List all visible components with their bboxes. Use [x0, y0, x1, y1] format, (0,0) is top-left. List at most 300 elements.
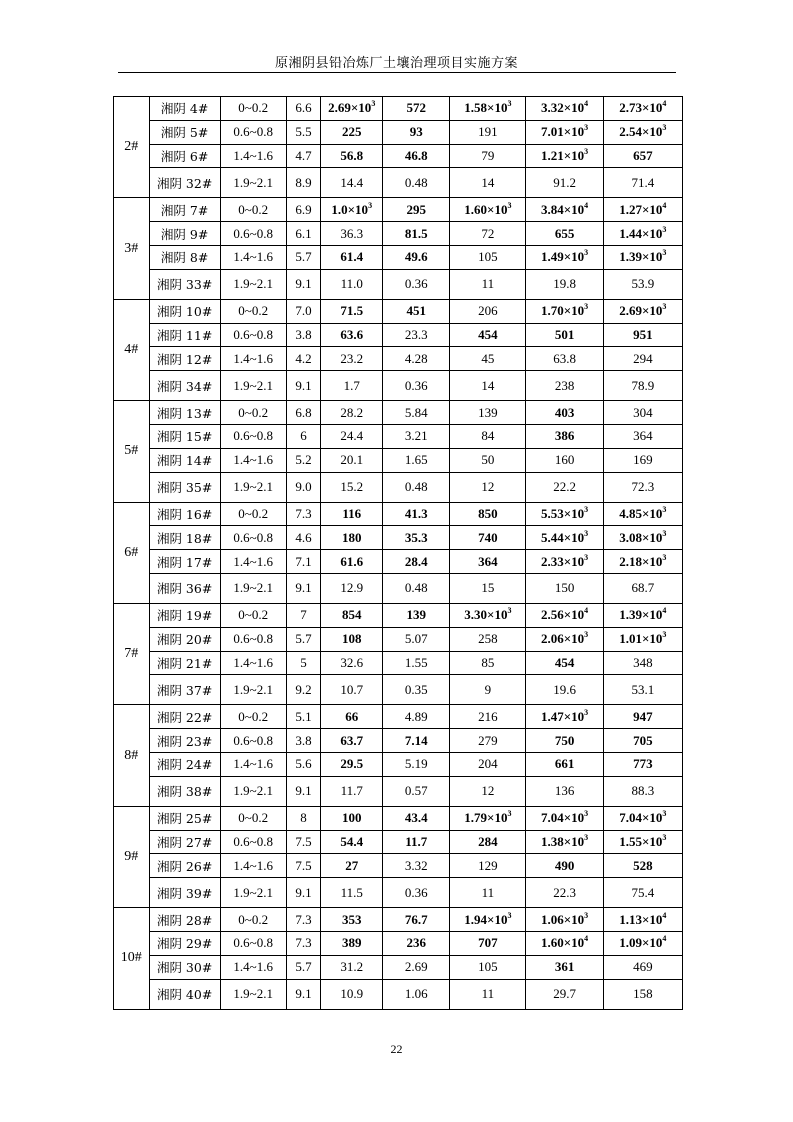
sample-id-cell: 湘阴 21#: [149, 651, 220, 675]
times-ten: ×10: [487, 100, 508, 116]
value-cell-c6: 75.4: [603, 878, 682, 908]
times-ten: ×10: [563, 631, 585, 647]
value-cell-c4: 14: [450, 168, 526, 198]
value-cell-c5: 661: [526, 752, 603, 776]
depth-cell: 0~0.2: [220, 401, 286, 425]
sample-id-cell: 湘阴 6#: [149, 144, 220, 168]
value-cell-c1: 9.1: [286, 776, 321, 806]
mantissa: 1.38: [540, 833, 564, 849]
value-cell-c3: 236: [383, 931, 450, 955]
value-cell-c2: 24.4: [321, 424, 383, 448]
value-cell-c6: 71.4: [603, 168, 682, 198]
value-cell-c6: [603, 299, 682, 323]
exponent: 3: [584, 248, 589, 258]
value-cell-c4: 50: [450, 448, 526, 472]
value-cell-c2: 63.7: [321, 729, 383, 753]
exponent: 3: [662, 809, 667, 819]
times-ten: ×10: [563, 935, 585, 951]
value-cell-c6: 364: [603, 424, 682, 448]
value-cell-c4: 72: [450, 222, 526, 246]
times-ten: ×10: [642, 607, 663, 623]
mantissa: 1.70: [540, 303, 564, 319]
value-cell-c5: [526, 550, 603, 574]
value-cell-c6: 657: [603, 144, 682, 168]
value-cell-c1: 7.3: [286, 908, 321, 932]
exponent: 3: [662, 504, 667, 514]
mantissa: 1.60: [464, 201, 488, 217]
times-ten: ×10: [642, 553, 663, 569]
depth-cell: 1.9~2.1: [220, 878, 286, 908]
value-cell-c1: 4.6: [286, 526, 321, 550]
mantissa: 1.49: [540, 249, 564, 265]
table-row: [114, 550, 683, 574]
value-cell-c5: [526, 120, 603, 144]
mantissa: 1.94: [464, 911, 488, 927]
times-ten: ×10: [350, 100, 372, 116]
value-cell-c4: [450, 198, 526, 222]
sample-id-cell: 湘阴 26#: [149, 854, 220, 878]
value-cell-c1: 7.0: [286, 299, 321, 323]
mantissa: 1.13: [619, 911, 642, 927]
value-cell-c6: 528: [603, 854, 682, 878]
mantissa: 3.08: [619, 529, 642, 545]
value-cell-c6: 78.9: [603, 371, 682, 401]
mantissa: 7.01: [540, 124, 564, 140]
table-row: [114, 371, 683, 401]
sample-id-cell: 湘阴 10#: [149, 299, 220, 323]
value-cell-c5: [526, 198, 603, 222]
times-ten: ×10: [642, 935, 663, 951]
value-cell-c3: 7.14: [383, 729, 450, 753]
mantissa: 2.06: [540, 631, 564, 647]
value-cell-c3: 1.06: [383, 979, 450, 1009]
value-cell-c6: [603, 908, 682, 932]
value-cell-c4: 45: [450, 347, 526, 371]
value-cell-c5: [526, 502, 603, 526]
exponent: 3: [662, 248, 667, 258]
exponent: 4: [584, 99, 589, 109]
times-ten: ×10: [563, 607, 585, 623]
value-cell-c4: 105: [450, 955, 526, 979]
exponent: 4: [662, 910, 667, 920]
value-cell-c3: 5.84: [383, 401, 450, 425]
times-ten: ×10: [642, 505, 663, 521]
times-ten: ×10: [642, 911, 663, 927]
table-row: [114, 573, 683, 603]
mantissa: 1.47: [540, 708, 564, 724]
sample-id-cell: 湘阴 40#: [149, 979, 220, 1009]
value-cell-c4: 15: [450, 573, 526, 603]
value-cell-c1: 5.2: [286, 448, 321, 472]
value-cell-c5: 750: [526, 729, 603, 753]
value-cell-c4: 85: [450, 651, 526, 675]
group-label: 2#: [114, 97, 150, 198]
depth-cell: 0~0.2: [220, 198, 286, 222]
value-cell-c5: [526, 627, 603, 651]
value-cell-c6: 469: [603, 955, 682, 979]
value-cell-c1: 7.5: [286, 854, 321, 878]
depth-cell: 0.6~0.8: [220, 830, 286, 854]
mantissa: 1.58: [464, 100, 488, 116]
sample-id-cell: 湘阴 30#: [149, 955, 220, 979]
table-row: [114, 502, 683, 526]
value-cell-c4: 216: [450, 705, 526, 729]
table-row: [114, 347, 683, 371]
value-cell-c6: [603, 603, 682, 627]
value-cell-c1: 4.2: [286, 347, 321, 371]
mantissa: 2.56: [540, 607, 564, 623]
times-ten: ×10: [642, 529, 663, 545]
value-cell-c6: [603, 245, 682, 269]
table-row: [114, 955, 683, 979]
value-cell-c4: 279: [450, 729, 526, 753]
value-cell-c5: 63.8: [526, 347, 603, 371]
value-cell-c6: 304: [603, 401, 682, 425]
table-row: [114, 299, 683, 323]
exponent: 4: [662, 200, 667, 210]
table-row: [114, 752, 683, 776]
mantissa: 1.44: [619, 225, 642, 241]
value-cell-c5: 150: [526, 573, 603, 603]
value-cell-c1: 7.3: [286, 502, 321, 526]
times-ten: ×10: [487, 607, 508, 623]
exponent: 3: [368, 200, 373, 210]
group-label: 10#: [114, 908, 150, 1009]
value-cell-c6: 951: [603, 323, 682, 347]
value-cell-c3: 81.5: [383, 222, 450, 246]
value-cell-c6: [603, 830, 682, 854]
table-row: [114, 144, 683, 168]
value-cell-c3: 43.4: [383, 806, 450, 830]
value-cell-c2: 27: [321, 854, 383, 878]
value-cell-c5: 403: [526, 401, 603, 425]
value-cell-c3: 46.8: [383, 144, 450, 168]
value-cell-c1: 9.1: [286, 979, 321, 1009]
times-ten: ×10: [642, 124, 663, 140]
depth-cell: 1.9~2.1: [220, 168, 286, 198]
times-ten: ×10: [347, 201, 369, 217]
times-ten: ×10: [487, 810, 508, 826]
value-cell-c5: 29.7: [526, 979, 603, 1009]
value-cell-c5: [526, 830, 603, 854]
group-label: 8#: [114, 705, 150, 806]
mantissa: 1.55: [619, 833, 642, 849]
depth-cell: 1.4~1.6: [220, 347, 286, 371]
value-cell-c2: 61.4: [321, 245, 383, 269]
depth-cell: 0~0.2: [220, 705, 286, 729]
exponent: 3: [662, 832, 667, 842]
value-cell-c2: 116: [321, 502, 383, 526]
value-cell-c4: [450, 97, 526, 121]
depth-cell: 1.4~1.6: [220, 854, 286, 878]
times-ten: ×10: [563, 810, 585, 826]
value-cell-c1: 7.1: [286, 550, 321, 574]
value-cell-c1: 7.5: [286, 830, 321, 854]
times-ten: ×10: [642, 201, 663, 217]
sample-id-cell: 湘阴 23#: [149, 729, 220, 753]
depth-cell: 0~0.2: [220, 908, 286, 932]
table-row: [114, 269, 683, 299]
sample-id-cell: 湘阴 32#: [149, 168, 220, 198]
value-cell-c4: 12: [450, 776, 526, 806]
value-cell-c4: 284: [450, 830, 526, 854]
value-cell-c3: 1.55: [383, 651, 450, 675]
exponent: 4: [662, 99, 667, 109]
table-row: [114, 675, 683, 705]
depth-cell: 0.6~0.8: [220, 120, 286, 144]
table-row: [114, 908, 683, 932]
value-cell-c3: 0.48: [383, 168, 450, 198]
sample-id-cell: 湘阴 9#: [149, 222, 220, 246]
depth-cell: 1.4~1.6: [220, 245, 286, 269]
value-cell-c2: 20.1: [321, 448, 383, 472]
sample-id-cell: 湘阴 25#: [149, 806, 220, 830]
value-cell-c1: 5.6: [286, 752, 321, 776]
value-cell-c6: [603, 806, 682, 830]
mantissa: 1.27: [619, 201, 642, 217]
table-row: [114, 120, 683, 144]
value-cell-c3: 2.69: [383, 955, 450, 979]
times-ten: ×10: [563, 911, 585, 927]
times-ten: ×10: [563, 249, 585, 265]
value-cell-c3: 76.7: [383, 908, 450, 932]
value-cell-c3: 28.4: [383, 550, 450, 574]
times-ten: ×10: [563, 201, 585, 217]
mantissa: 1.06: [540, 911, 564, 927]
sample-id-cell: 湘阴 33#: [149, 269, 220, 299]
table-row: [114, 424, 683, 448]
value-cell-c2: 14.4: [321, 168, 383, 198]
table-row: [114, 627, 683, 651]
header-rule: [118, 72, 676, 73]
sample-id-cell: 湘阴 16#: [149, 502, 220, 526]
value-cell-c2: 108: [321, 627, 383, 651]
value-cell-c2: 11.0: [321, 269, 383, 299]
table-row: [114, 931, 683, 955]
value-cell-c4: 9: [450, 675, 526, 705]
value-cell-c5: 655: [526, 222, 603, 246]
value-cell-c6: 294: [603, 347, 682, 371]
mantissa: 3.84: [540, 201, 564, 217]
depth-cell: 1.9~2.1: [220, 269, 286, 299]
value-cell-c6: 705: [603, 729, 682, 753]
sample-id-cell: 湘阴 13#: [149, 401, 220, 425]
value-cell-c5: [526, 806, 603, 830]
value-cell-c6: [603, 627, 682, 651]
sample-id-cell: 湘阴 39#: [149, 878, 220, 908]
depth-cell: 1.4~1.6: [220, 651, 286, 675]
value-cell-c5: 490: [526, 854, 603, 878]
exponent: 3: [507, 99, 512, 109]
exponent: 3: [584, 630, 589, 640]
exponent: 3: [507, 606, 512, 616]
table-row: [114, 401, 683, 425]
value-cell-c3: 41.3: [383, 502, 450, 526]
value-cell-c1: 7: [286, 603, 321, 627]
value-cell-c2: 23.2: [321, 347, 383, 371]
sample-id-cell: 湘阴 34#: [149, 371, 220, 401]
group-label: 4#: [114, 299, 150, 400]
value-cell-c6: 169: [603, 448, 682, 472]
mantissa: 2.69: [328, 100, 351, 116]
depth-cell: 1.4~1.6: [220, 144, 286, 168]
mantissa: 2.33: [540, 553, 564, 569]
value-cell-c4: 14: [450, 371, 526, 401]
value-cell-c3: 0.48: [383, 573, 450, 603]
value-cell-c4: 364: [450, 550, 526, 574]
value-cell-c3: 451: [383, 299, 450, 323]
sample-id-cell: 湘阴 27#: [149, 830, 220, 854]
value-cell-c1: 9.1: [286, 878, 321, 908]
exponent: 3: [584, 832, 589, 842]
depth-cell: 0.6~0.8: [220, 526, 286, 550]
sample-id-cell: 湘阴 29#: [149, 931, 220, 955]
value-cell-c6: 158: [603, 979, 682, 1009]
depth-cell: 0.6~0.8: [220, 931, 286, 955]
value-cell-c5: 19.8: [526, 269, 603, 299]
table-row: [114, 878, 683, 908]
value-cell-c3: 4.89: [383, 705, 450, 729]
times-ten: ×10: [642, 833, 663, 849]
value-cell-c4: 740: [450, 526, 526, 550]
value-cell-c5: 19.6: [526, 675, 603, 705]
exponent: 3: [584, 910, 589, 920]
value-cell-c3: 0.36: [383, 878, 450, 908]
value-cell-c4: 129: [450, 854, 526, 878]
value-cell-c6: 773: [603, 752, 682, 776]
mantissa: 7.04: [540, 810, 564, 826]
sample-id-cell: 湘阴 17#: [149, 550, 220, 574]
value-cell-c2: 31.2: [321, 955, 383, 979]
times-ten: ×10: [642, 249, 663, 265]
sample-id-cell: 湘阴 5#: [149, 120, 220, 144]
value-cell-c2: 11.7: [321, 776, 383, 806]
depth-cell: 0.6~0.8: [220, 627, 286, 651]
value-cell-c1: 5.1: [286, 705, 321, 729]
value-cell-c2: 225: [321, 120, 383, 144]
table-row: [114, 198, 683, 222]
value-cell-c6: [603, 931, 682, 955]
group-label: 6#: [114, 502, 150, 603]
group-label: 9#: [114, 806, 150, 907]
table-body: [114, 97, 683, 1010]
value-cell-c4: 105: [450, 245, 526, 269]
sample-id-cell: 湘阴 11#: [149, 323, 220, 347]
depth-cell: 1.9~2.1: [220, 675, 286, 705]
sample-id-cell: 湘阴 4#: [149, 97, 220, 121]
value-cell-c6: [603, 120, 682, 144]
value-cell-c5: [526, 245, 603, 269]
value-cell-c4: 11: [450, 269, 526, 299]
sample-id-cell: 湘阴 20#: [149, 627, 220, 651]
value-cell-c2: 54.4: [321, 830, 383, 854]
exponent: 3: [584, 504, 589, 514]
page-number: 22: [390, 1042, 403, 1056]
mantissa: 5.53: [540, 505, 564, 521]
times-ten: ×10: [563, 303, 585, 319]
exponent: 3: [584, 146, 589, 156]
value-cell-c3: 1.65: [383, 448, 450, 472]
value-cell-c5: 22.3: [526, 878, 603, 908]
value-cell-c1: 7.3: [286, 931, 321, 955]
value-cell-c3: 93: [383, 120, 450, 144]
mantissa: 2.18: [619, 553, 642, 569]
times-ten: ×10: [487, 911, 508, 927]
sample-id-cell: 湘阴 19#: [149, 603, 220, 627]
exponent: 4: [584, 934, 589, 944]
value-cell-c5: 386: [526, 424, 603, 448]
value-cell-c1: 9.1: [286, 573, 321, 603]
table-row: [114, 705, 683, 729]
exponent: 3: [584, 528, 589, 538]
sample-id-cell: 湘阴 38#: [149, 776, 220, 806]
value-cell-c4: 707: [450, 931, 526, 955]
value-cell-c5: 501: [526, 323, 603, 347]
table-row: [114, 97, 683, 121]
mantissa: 1.21: [540, 147, 564, 163]
value-cell-c5: [526, 908, 603, 932]
exponent: 3: [507, 809, 512, 819]
value-cell-c2: 61.6: [321, 550, 383, 574]
value-cell-c2: 1.7: [321, 371, 383, 401]
value-cell-c6: 348: [603, 651, 682, 675]
mantissa: 3.30: [464, 607, 488, 623]
value-cell-c4: 12: [450, 472, 526, 502]
value-cell-c1: 9.2: [286, 675, 321, 705]
value-cell-c3: 0.48: [383, 472, 450, 502]
value-cell-c6: [603, 526, 682, 550]
sample-id-cell: 湘阴 28#: [149, 908, 220, 932]
value-cell-c6: [603, 97, 682, 121]
value-cell-c3: 0.36: [383, 371, 450, 401]
value-cell-c5: [526, 705, 603, 729]
value-cell-c5: 454: [526, 651, 603, 675]
value-cell-c6: 88.3: [603, 776, 682, 806]
times-ten: ×10: [563, 833, 585, 849]
table-row: [114, 806, 683, 830]
value-cell-c6: [603, 502, 682, 526]
exponent: 3: [662, 552, 667, 562]
soil-data-table: [113, 96, 683, 1010]
times-ten: ×10: [642, 810, 663, 826]
depth-cell: 0~0.2: [220, 502, 286, 526]
value-cell-c3: 3.21: [383, 424, 450, 448]
depth-cell: 0.6~0.8: [220, 323, 286, 347]
table-row: [114, 830, 683, 854]
mantissa: 3.32: [540, 100, 564, 116]
mantissa: 1.39: [619, 249, 642, 265]
mantissa: 1.39: [619, 607, 642, 623]
value-cell-c4: 11: [450, 878, 526, 908]
exponent: 4: [584, 606, 589, 616]
sample-id-cell: 湘阴 36#: [149, 573, 220, 603]
sample-id-cell: 湘阴 12#: [149, 347, 220, 371]
value-cell-c5: 361: [526, 955, 603, 979]
value-cell-c5: 136: [526, 776, 603, 806]
table-row: [114, 245, 683, 269]
value-cell-c3: 5.19: [383, 752, 450, 776]
value-cell-c3: 0.35: [383, 675, 450, 705]
value-cell-c1: 8.9: [286, 168, 321, 198]
value-cell-c6: 53.1: [603, 675, 682, 705]
exponent: 4: [584, 200, 589, 210]
sample-id-cell: 湘阴 35#: [149, 472, 220, 502]
table-row: [114, 168, 683, 198]
depth-cell: 0.6~0.8: [220, 729, 286, 753]
value-cell-c2: 66: [321, 705, 383, 729]
table-row: [114, 979, 683, 1009]
value-cell-c4: 850: [450, 502, 526, 526]
